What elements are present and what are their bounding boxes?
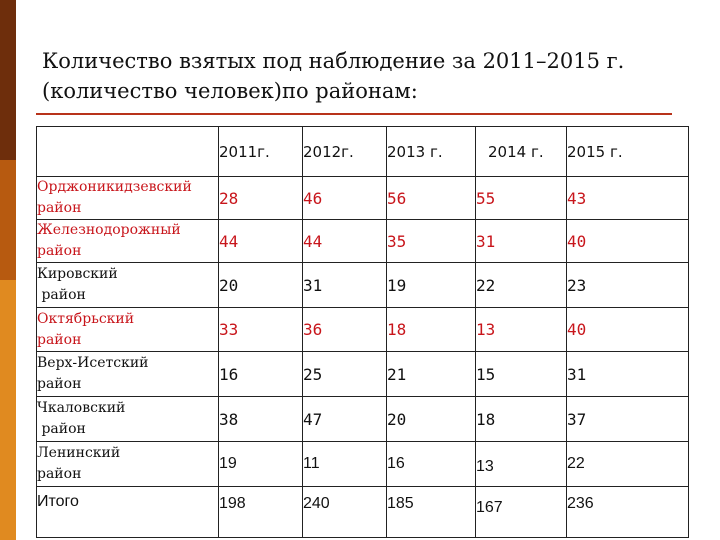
value-cell: 31 — [567, 352, 689, 397]
sidebar-dark-segment — [0, 0, 16, 160]
value-cell: 56 — [387, 177, 476, 220]
value-cell: 40 — [567, 308, 689, 352]
value-cell: 55 — [476, 177, 567, 220]
value-cell: 40 — [567, 220, 689, 263]
value-cell: 19 — [387, 263, 476, 308]
table-row — [37, 263, 689, 308]
total-row — [37, 487, 689, 538]
table-row — [37, 177, 689, 220]
table-row — [37, 442, 689, 487]
header-2011: 2011г. — [219, 127, 303, 177]
value-cell: 37 — [567, 397, 689, 442]
value-cell: 20 — [219, 263, 303, 308]
header-empty-cell — [37, 127, 219, 177]
value-cell: 28 — [219, 177, 303, 220]
header-2014: 2014 г. — [476, 127, 567, 177]
header-row — [37, 127, 689, 177]
total-value-cell: 167 — [476, 487, 567, 538]
district-name-cell — [37, 177, 219, 220]
district-suffix: район — [37, 376, 82, 392]
district-name-cell — [37, 263, 219, 308]
value-cell: 16 — [387, 442, 476, 487]
value-cell: 23 — [567, 263, 689, 308]
district-name-cell — [37, 308, 219, 352]
district-suffix: район — [37, 331, 82, 348]
value-cell: 19 — [219, 442, 303, 487]
value-cell: 16 — [219, 352, 303, 397]
table-row — [37, 397, 689, 442]
value-cell: 38 — [219, 397, 303, 442]
district-name: Кировский — [37, 266, 118, 282]
sidebar-light-segment — [0, 280, 16, 540]
total-value-cell: 240 — [303, 487, 387, 538]
district-name: Железнодорожный — [37, 222, 181, 238]
header-2012: 2012г. — [303, 127, 387, 177]
value-cell: 15 — [476, 352, 567, 397]
table-row — [37, 308, 689, 352]
total-value-cell: 185 — [387, 487, 476, 538]
title-line-2: (количество человек)по районам: — [42, 79, 418, 103]
value-cell: 33 — [219, 308, 303, 352]
district-name: Октябрьский — [37, 310, 135, 327]
value-cell: 46 — [303, 177, 387, 220]
value-cell: 22 — [476, 263, 567, 308]
value-cell: 31 — [303, 263, 387, 308]
district-suffix: район — [37, 421, 86, 437]
value-cell: 44 — [219, 220, 303, 263]
value-cell: 31 — [476, 220, 567, 263]
total-label: Итого — [37, 487, 219, 538]
district-name-cell — [37, 352, 219, 397]
value-cell: 13 — [476, 308, 567, 352]
table-row — [37, 352, 689, 397]
district-name-cell — [37, 220, 219, 263]
district-suffix: район — [37, 466, 82, 482]
table-row — [37, 220, 689, 263]
district-suffix: район — [37, 200, 82, 216]
title-line-1: Количество взятых под наблюдение за 2011–2015 г. — [42, 49, 625, 73]
value-cell: 11 — [303, 442, 387, 487]
district-name-cell — [37, 397, 219, 442]
value-cell: 35 — [387, 220, 476, 263]
value-cell: 13 — [476, 442, 567, 487]
value-cell: 22 — [567, 442, 689, 487]
value-cell: 44 — [303, 220, 387, 263]
slide-title — [42, 46, 702, 106]
district-name: Орджоникидзевский — [37, 179, 192, 195]
total-value-cell: 236 — [567, 487, 689, 538]
district-suffix: район — [37, 287, 86, 303]
district-name: Ленинский — [37, 445, 121, 461]
value-cell: 36 — [303, 308, 387, 352]
value-cell: 47 — [303, 397, 387, 442]
value-cell: 43 — [567, 177, 689, 220]
value-cell: 21 — [387, 352, 476, 397]
title-underline — [36, 113, 672, 115]
header-2013: 2013 г. — [387, 127, 476, 177]
district-suffix: район — [37, 243, 82, 259]
value-cell: 25 — [303, 352, 387, 397]
sidebar-mid-segment — [0, 160, 16, 280]
district-name-cell — [37, 442, 219, 487]
district-name: Чкаловский — [37, 400, 126, 416]
value-cell: 18 — [387, 308, 476, 352]
district-name: Верх-Исетский — [37, 355, 149, 371]
total-value-cell: 198 — [219, 487, 303, 538]
district-table — [36, 126, 689, 538]
value-cell: 18 — [476, 397, 567, 442]
value-cell: 20 — [387, 397, 476, 442]
decorative-sidebar — [0, 0, 16, 540]
header-2015: 2015 г. — [567, 127, 689, 177]
table-body — [37, 127, 689, 538]
